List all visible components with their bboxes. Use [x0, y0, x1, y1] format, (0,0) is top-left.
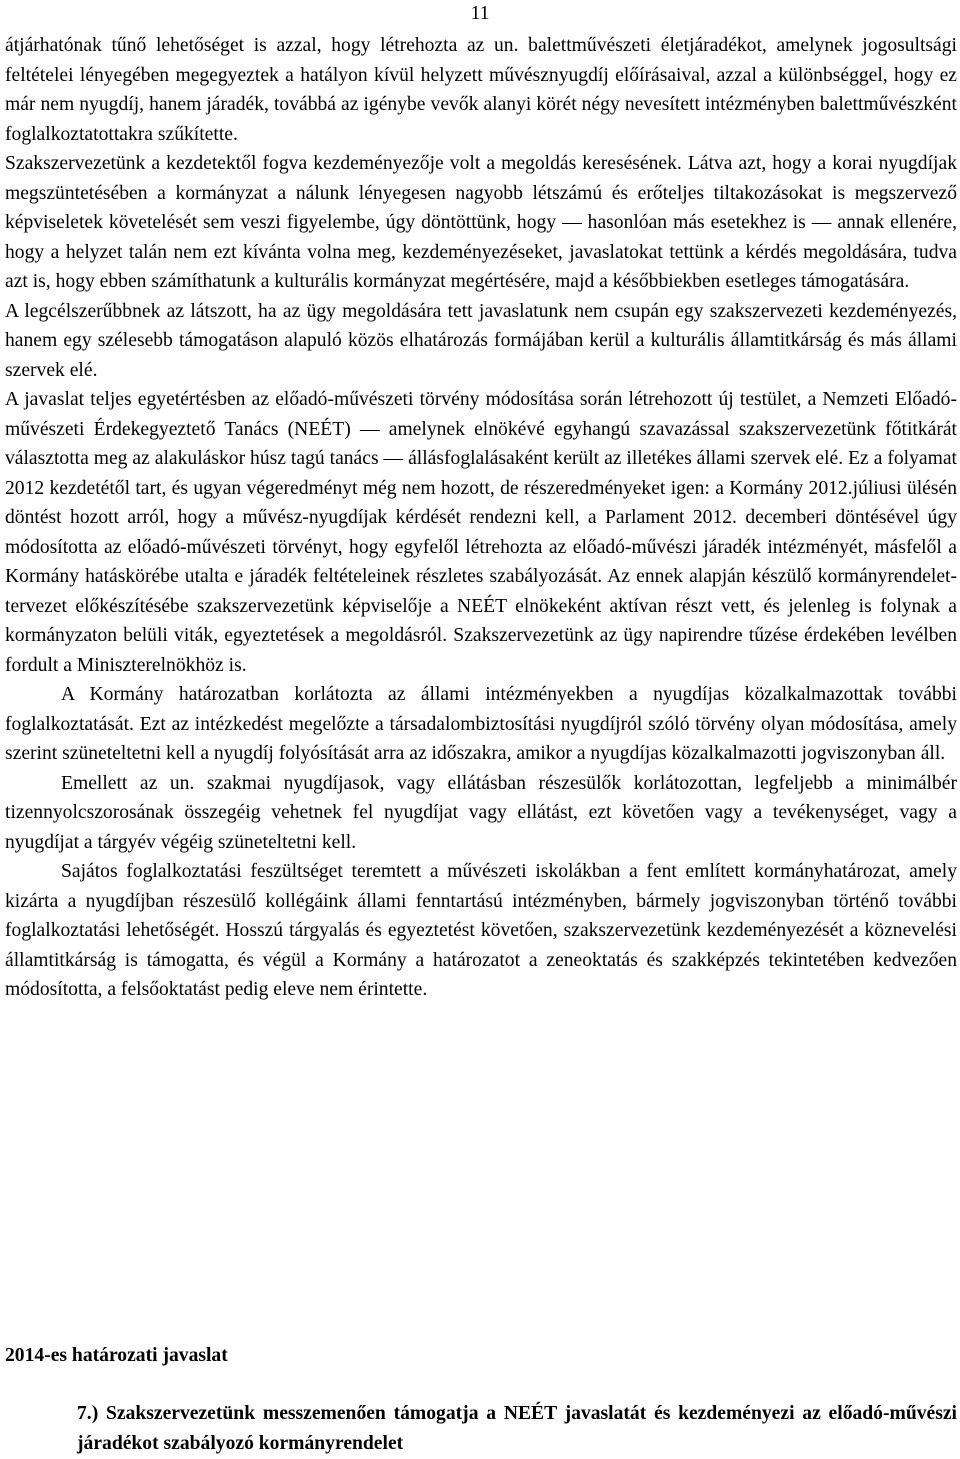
section-heading: 2014-es határozati javaslat: [5, 1345, 228, 1366]
paragraph: Emellett az un. szakmai nyugdíjasok, vagy ellátásban részesülők korlátozottan, legfeljebb a minimálbér tizennyolcszorosának összegéig vehetnek fel nyugdíjat vagy ellátást, ezt követően vagy a tevékenységet, vagy a nyugdíjat a tárgyév végéig szüneteltetni kell.: [5, 772, 957, 853]
paragraph: átjárhatónak tűnő lehetőséget is azzal, hogy létrehozta az un. balettművészeti életjáradékot, amelynek jogosultsági feltételei lényegében megegyeztek a hatályon kívül helyzett művésznyugdíj előírásaival, azzal a különbséggel, hogy ez már nem nyugdíj, hanem járadék, továbbá az igénybe vevők alanyi körét négy nevesített intézményben balettművészként foglalkoztatottakra szűkítette.: [5, 35, 957, 145]
page-number: 11: [470, 3, 490, 24]
paragraph: Szakszervezetünk a kezdetektől fogva kezdeményezője volt a megoldás keresésének. Látva azt, hogy a korai nyugdíjak megszüntetésében a kormányzat a nálunk lényegesen nagyobb létszámú és erőteljes tiltakozásokat is megszervező képviseletek követelését sem veszi figyelembe, úgy döntöttünk, hogy ― hasonlóan más esetekhez is ― annak ellenére, hogy a helyzet talán nem ezt kívánta volna meg, kezdeményezéseket, javaslatokat tettünk a kérdés megoldására, tudva azt is, hogy ebben számíthatunk a kulturális kormányzat megértésére, majd a későbbiekben esetleges támogatására.: [5, 153, 957, 292]
paragraph: A Kormány határozatban korlátozta az állami intézményekben a nyugdíjas közalkalmazottak további foglalkoztatását. Ezt az intézkedést megelőzte a társadalombiztosítási nyugdíjról szóló törvény olyan módosítása, amely szerint szüneteltetni kell a nyugdíj folyósítását arra az időszakra, amikor a nyugdíjas közalkalmazotti jogviszonyban áll.: [5, 684, 957, 764]
paragraph: Sajátos foglalkoztatási feszültséget teremtett a művészeti iskolákban a fent említett kormányhatározat, amely kizárta a nyugdíjban részesülő kollégáink állami fenntartású intézményben, bármely jogviszonyban történő további foglalkoztatási lehetőségét. Hosszú tárgyalás és egyeztetést követően, szakszervezetünk kezdeményezését a köznevelési államtitkárság is támogatta, és végül a Kormány a határozatot a zeneoktatás és szakképzés tekintetében kedvezően módosította, a felsőoktatást pedig eleve nem érintette.: [5, 861, 957, 1000]
numbered-item: 7.) Szakszervezetünk messzemenően támogatja a NEÉT javaslatát és kezdeményezi az előadó-művészi járadékot szabályozó kormányrendelet: [77, 1403, 957, 1454]
body-text: [5, 31, 957, 1005]
paragraph: A javaslat teljes egyetértésben az előadó-művészeti törvény módosítása során létrehozott új testület, a Nemzeti Előadó-művészeti Érdekegyeztető Tanács (NEÉT) ― amelynek elnökévé egyhangú szavazással szakszervezetünk főtitkárát választotta meg az alakuláskor húsz tagú tanács ― állásfoglalásaként került az illetékes állami szervek elé. Ez a folyamat 2012 kezdetétől tart, és ugyan végeredményt még nem hozott, de részeredményeket igen: a Kormány 2012.júliusi ülésén döntést hozott arról, hogy a művész-nyugdíjak kérdését rendezni kell, a Parlament 2012. decemberi döntésével úgy módosította az előadó-művészeti törvényt, hogy egyfelől létrehozta az előadó-művészi járadék intézményét, másfelől a Kormány hatáskörébe utalta e járadék feltételeinek részletes szabályozását. Az ennek alapján készülő kormányrendelet-tervezet előkészítésébe szakszervezetünk képviselője a NEÉT elnökeként aktívan részt vett, és jelenleg is folynak a kormányzaton belüli viták, egyeztetések a megoldásról. Szakszervezetünk az ügy napirendre tűzése érdekében levélben fordult a Miniszterelnökhöz is.: [5, 389, 957, 676]
paragraph: A legcélszerűbbnek az látszott, ha az ügy megoldására tett javaslatunk nem csupán egy szakszervezeti kezdeményezés, hanem egy szélesebb támogatáson alapuló közös elhatározás formájában kerül a kulturális államtitkárság és más állami szervek elé.: [5, 300, 957, 381]
